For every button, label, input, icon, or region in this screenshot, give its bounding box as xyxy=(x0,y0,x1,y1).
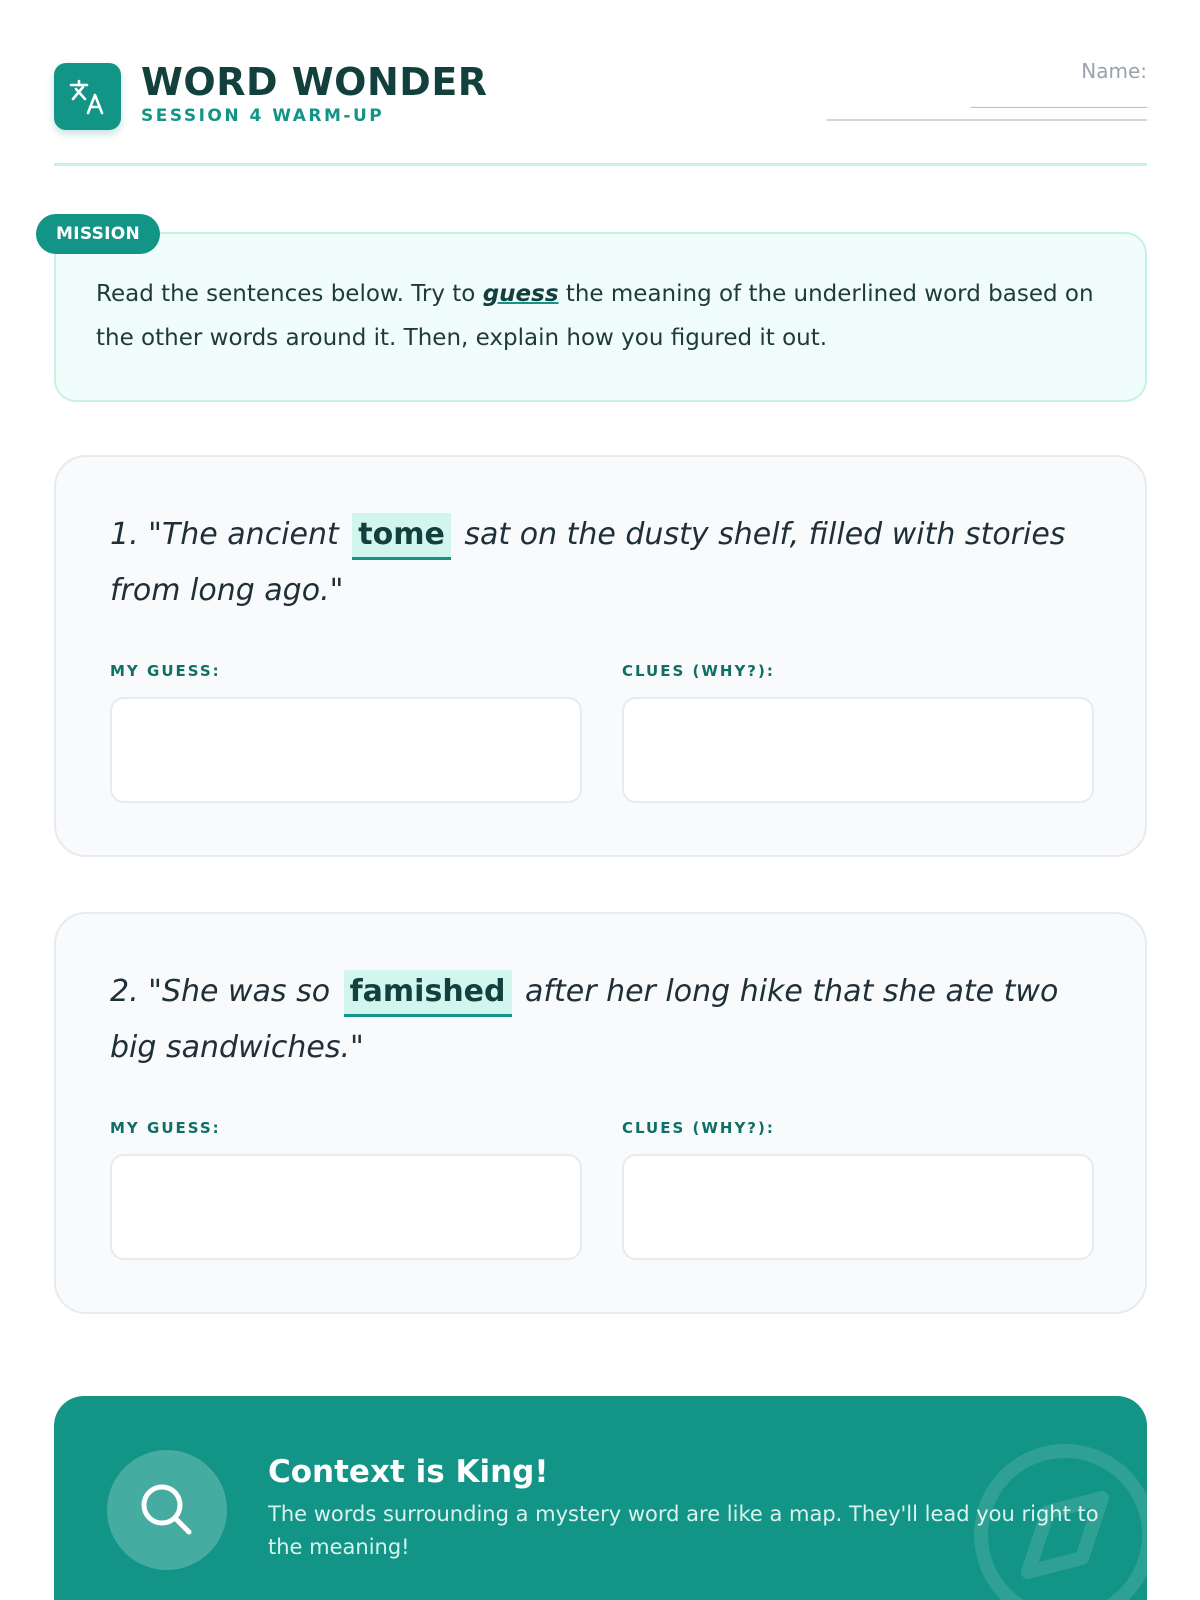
page-subtitle: SESSION 4 WARM-UP xyxy=(141,106,385,126)
name-field[interactable] xyxy=(827,119,1147,121)
question-card-1 xyxy=(54,455,1147,857)
clues-field[interactable] xyxy=(622,697,1094,803)
my-guess-field[interactable] xyxy=(110,697,582,803)
clues-label: CLUES (WHY?): xyxy=(622,662,775,680)
translate-icon xyxy=(54,63,121,130)
question-card-2 xyxy=(54,912,1147,1314)
clues-label: CLUES (WHY?): xyxy=(622,1119,775,1137)
mystery-word: tome xyxy=(352,513,451,560)
tip-banner xyxy=(54,1396,1147,1600)
my-guess-label: MY GUESS: xyxy=(110,1119,221,1137)
mystery-word: famished xyxy=(344,970,512,1017)
clues-field[interactable] xyxy=(622,1154,1094,1260)
mission-emphasis: guess xyxy=(482,281,559,307)
name-label: Name: xyxy=(1081,59,1147,83)
worksheet-header xyxy=(54,58,1147,166)
tip-title: Context is King! xyxy=(268,1454,549,1490)
name-blank: ______________________ xyxy=(971,89,1147,108)
my-guess-field[interactable] xyxy=(110,1154,582,1260)
mission-badge: MISSION xyxy=(36,214,160,254)
search-icon xyxy=(107,1450,227,1570)
tip-body: The words surrounding a mystery word are like a map. They'll lead you right to the meaning! xyxy=(268,1502,1099,1559)
page-title: WORD WONDER xyxy=(141,60,488,104)
mission-box xyxy=(54,232,1147,402)
question-sentence: 2. "She was so famished after her long hike that she ate two big sandwiches." xyxy=(110,964,1110,1076)
mission-text: Read the sentences below. Try to guess the meaning of the underlined word based on the other words around it. Then, explain how you figured it out. xyxy=(96,281,1094,351)
my-guess-label: MY GUESS: xyxy=(110,662,221,680)
question-sentence: 1. "The ancient tome sat on the dusty shelf, filled with stories from long ago." xyxy=(110,507,1110,619)
compass-icon xyxy=(970,1440,1147,1600)
